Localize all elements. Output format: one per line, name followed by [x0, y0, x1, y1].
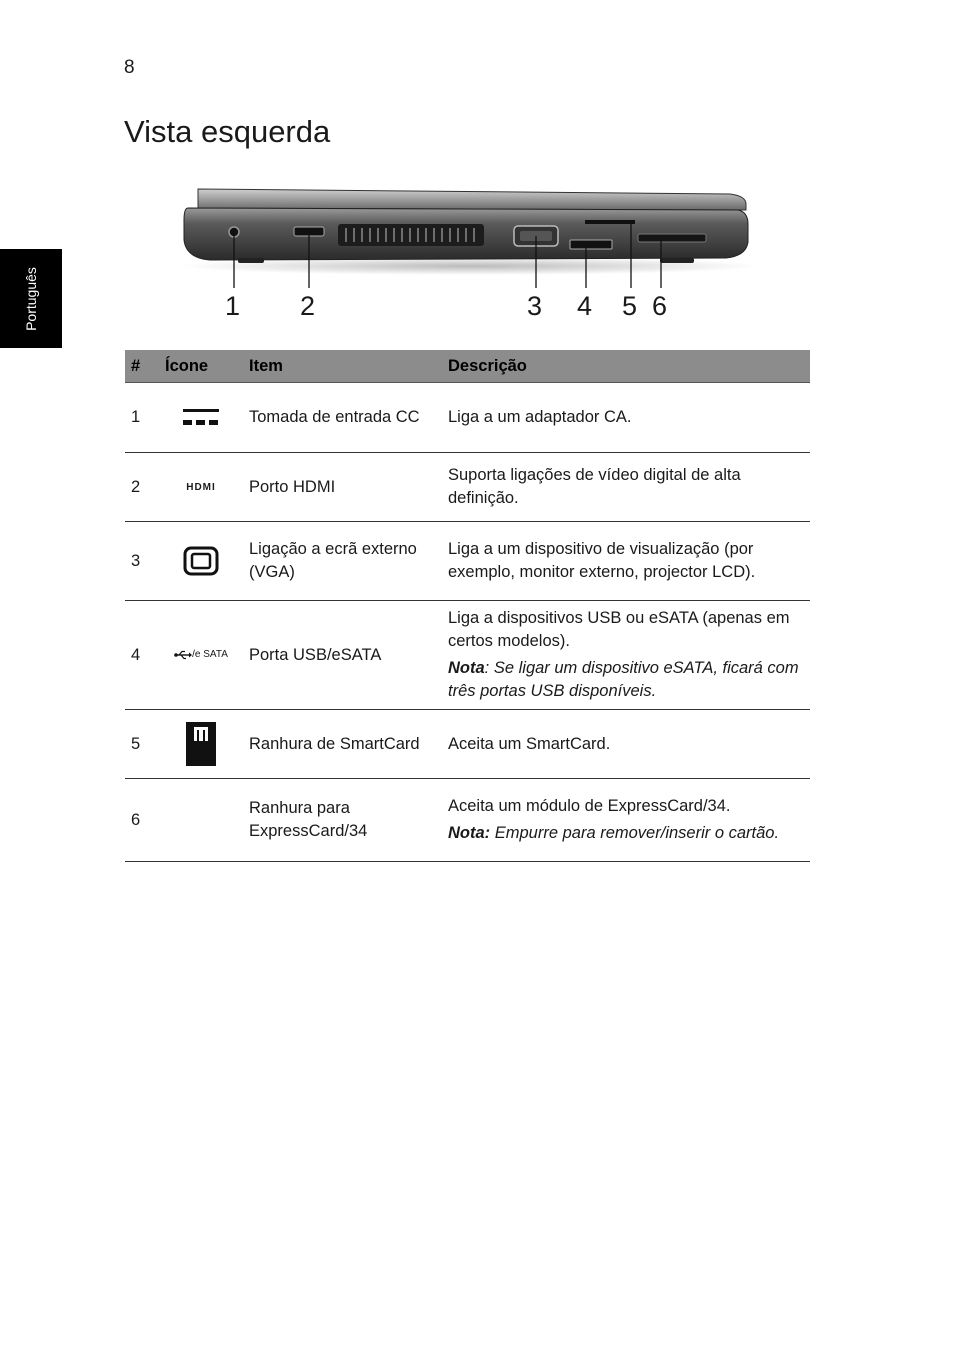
row-num: 3: [125, 522, 159, 601]
row-item: Porto HDMI: [243, 453, 442, 522]
table-row: [125, 522, 810, 601]
row-num: 5: [125, 710, 159, 779]
row-description: Liga a um adaptador CA.: [442, 383, 810, 453]
row-item: Tomada de entrada CC: [243, 383, 442, 453]
callout-5: 5: [622, 291, 638, 321]
callout-6: 6: [652, 291, 668, 321]
header-item: Item: [243, 350, 442, 383]
row-num: 1: [125, 383, 159, 453]
row-num: 6: [125, 779, 159, 862]
ports-table: [125, 350, 810, 862]
note: [448, 657, 804, 703]
row-description: Suporta ligações de vídeo digital de alta definição.: [442, 453, 810, 522]
row-item: Ligação a ecrã externo (VGA): [243, 522, 442, 601]
expresscard-slot: [638, 234, 706, 242]
dc-power-icon: [182, 406, 220, 430]
header-icon: Ícone: [159, 350, 243, 383]
usb-esata-icon: [174, 643, 228, 666]
row-description: Aceita um módulo de ExpressCard/34. Nota: Empurre para remover/inserir o cartão.: [442, 779, 810, 862]
callout-1: 1: [225, 291, 241, 321]
callout-2: 2: [300, 291, 316, 321]
note-label: Nota:: [448, 824, 491, 842]
table-row: [125, 710, 810, 779]
note-text: Empurre para remover/inserir o cartão.: [490, 824, 780, 842]
esata-icon-text: /e SATA: [192, 649, 228, 661]
usb-esata-port: [570, 240, 612, 249]
table-header-row: [125, 350, 810, 383]
header-description: Descrição: [442, 350, 810, 383]
laptop-left-side-illustration: [170, 180, 770, 330]
row-num: 2: [125, 453, 159, 522]
row-description: Liga a dispositivos USB ou eSATA (apenas em certos modelos). Nota: Se ligar um dispositivo eSATA, ficará com três portas USB disponíveis.: [442, 601, 810, 710]
language-tab: [0, 249, 62, 348]
table-row: [125, 779, 810, 862]
page-title: Vista esquerda: [124, 114, 331, 149]
smartcard-icon: [186, 722, 216, 766]
note-label: Nota: [448, 659, 485, 677]
smartcard-slot: [585, 220, 635, 224]
row-description: Liga a um dispositivo de visualização (por exemplo, monitor externo, projector LCD).: [442, 522, 810, 601]
row-item: Ranhura de SmartCard: [243, 710, 442, 779]
table-row: [125, 383, 810, 453]
header-num: #: [125, 350, 159, 383]
page-number: 8: [124, 57, 135, 78]
note-text: : Se ligar um dispositivo eSATA, ficará com três portas USB disponíveis.: [448, 659, 799, 700]
laptop-foot-right: [660, 258, 694, 263]
row-description: Aceita um SmartCard.: [442, 710, 810, 779]
ventilation-grille: [338, 224, 484, 246]
table-row: [125, 453, 810, 522]
hdmi-icon: HDMI: [186, 481, 216, 493]
language-tab-label: Português: [23, 266, 39, 331]
row-num: 4: [125, 601, 159, 710]
usb-trident-icon: [174, 650, 192, 660]
vga-icon: [183, 546, 219, 576]
laptop-foot-left: [238, 258, 264, 263]
row-item: Ranhura para ExpressCard/34: [243, 779, 442, 862]
callout-4: 4: [577, 291, 593, 321]
note: [448, 822, 804, 845]
row-item: Porta USB/eSATA: [243, 601, 442, 710]
callout-3: 3: [527, 291, 543, 321]
laptop-lid: [198, 189, 746, 210]
table-row: [125, 601, 810, 710]
